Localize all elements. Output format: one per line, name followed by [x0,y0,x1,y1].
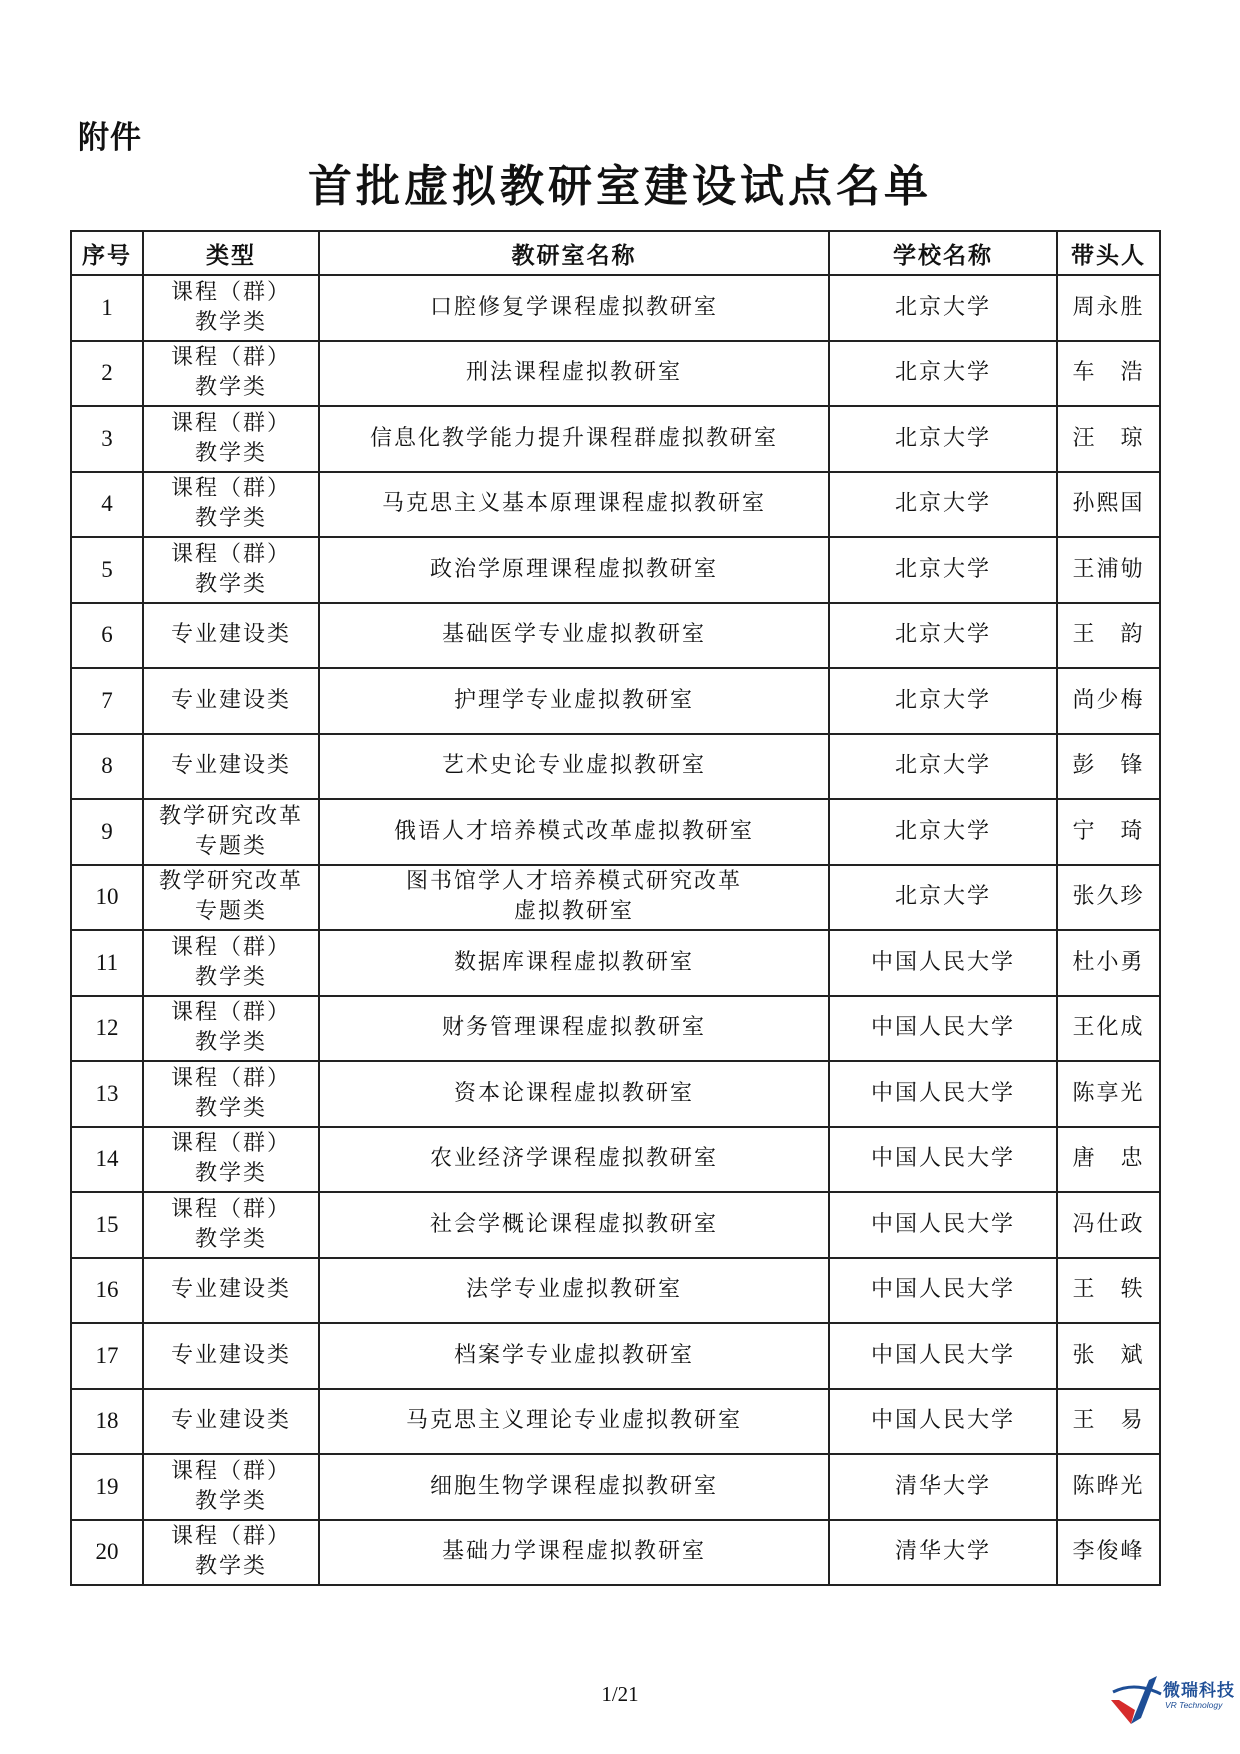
watermark-name: 微瑞科技 [1163,1681,1235,1701]
table-row [71,668,1160,734]
header-type: 类型 [143,231,319,275]
cell-leader: 汪 琼 [1057,406,1160,472]
cell-type [143,1258,319,1324]
cell-school: 北京大学 [829,537,1057,603]
cell-type [143,1520,319,1586]
cell-leader: 李俊峰 [1057,1520,1160,1586]
cell-type [143,1389,319,1455]
cell-school: 北京大学 [829,275,1057,341]
cell-type [143,537,319,603]
cell-type [143,1192,319,1258]
cell-school: 北京大学 [829,668,1057,734]
cell-type-line: 教学类 [194,1161,267,1187]
cell-type-line: 教学类 [194,1488,267,1514]
header-room-name: 教研室名称 [319,231,829,275]
cell-room-name [319,1061,829,1127]
cell-room-line: 护理学专业虚拟教研室 [453,687,694,713]
cell-type-line: 课程（群） [170,279,291,305]
cell-room-name [319,537,829,603]
cell-leader: 陈享光 [1057,1061,1160,1127]
cell-room-line: 艺术史论专业虚拟教研室 [441,753,706,779]
table-row [71,930,1160,996]
cell-room-name [319,1520,829,1586]
cell-leader: 车 浩 [1057,341,1160,407]
cell-type [143,1127,319,1193]
cell-type-line: 课程（群） [170,541,291,567]
cell-type-line: 课程（群） [170,476,291,502]
cell-index: 2 [71,341,143,407]
table-row [71,1520,1160,1586]
cell-school: 北京大学 [829,406,1057,472]
cell-type [143,275,319,341]
cell-index: 16 [71,1258,143,1324]
cell-room-line: 口腔修复学课程虚拟教研室 [429,294,718,320]
cell-type-line: 专业建设类 [170,1342,291,1368]
cell-room-name [319,668,829,734]
watermark-subtitle: VR Technology [1165,1700,1223,1710]
cell-leader: 冯仕政 [1057,1192,1160,1258]
table-row [71,472,1160,538]
vr-logo-icon [1105,1670,1165,1730]
cell-type-line: 专业建设类 [170,753,291,779]
cell-leader: 杜小勇 [1057,930,1160,996]
table-row [71,603,1160,669]
cell-type-line: 专业建设类 [170,622,291,648]
cell-index: 12 [71,996,143,1062]
cell-school: 北京大学 [829,734,1057,800]
cell-room-name [319,930,829,996]
table-row [71,865,1160,931]
cell-school: 北京大学 [829,799,1057,865]
cell-leader: 周永胜 [1057,275,1160,341]
cell-type-line: 课程（群） [170,410,291,436]
cell-room-name [319,1258,829,1324]
cell-type-line: 教学类 [194,1030,267,1056]
header-index: 序号 [71,231,143,275]
cell-room-line: 法学专业虚拟教研室 [465,1277,682,1303]
document-title: 首批虚拟教研室建设试点名单 [308,161,932,212]
cell-room-line: 财务管理课程虚拟教研室 [441,1015,706,1041]
cell-school: 中国人民大学 [829,1061,1057,1127]
cell-type-line: 课程（群） [170,1131,291,1157]
cell-school: 北京大学 [829,341,1057,407]
cell-room-line: 资本论课程虚拟教研室 [453,1080,694,1106]
cell-room-line: 基础医学专业虚拟教研室 [441,622,706,648]
attachment-label: 附件 [78,120,142,156]
cell-room-line: 虚拟教研室 [513,899,634,925]
cell-index: 8 [71,734,143,800]
cell-leader: 孙熙国 [1057,472,1160,538]
cell-room-name [319,996,829,1062]
cell-type-line: 课程（群） [170,1524,291,1550]
cell-school: 中国人民大学 [829,1192,1057,1258]
table-row [71,341,1160,407]
cell-index: 6 [71,603,143,669]
cell-type [143,799,319,865]
cell-type-line: 教学类 [194,1226,267,1252]
cell-room-line: 俄语人才培养模式改革虚拟教研室 [393,818,754,844]
cell-type [143,865,319,931]
cell-school: 中国人民大学 [829,996,1057,1062]
cell-room-line: 基础力学课程虚拟教研室 [441,1539,706,1565]
cell-type [143,996,319,1062]
cell-school: 北京大学 [829,865,1057,931]
cell-room-line: 信息化教学能力提升课程群虚拟教研室 [369,425,778,451]
cell-room-line: 图书馆学人才培养模式研究改革 [405,869,742,895]
cell-type-line: 专业建设类 [170,687,291,713]
watermark-logo [1105,1660,1235,1740]
cell-leader: 陈晔光 [1057,1454,1160,1520]
cell-type-line: 教学类 [194,1095,267,1121]
table-row [71,996,1160,1062]
cell-type-line: 教学研究改革 [158,803,303,829]
table-header-row [71,231,1160,275]
cell-school: 清华大学 [829,1454,1057,1520]
table-row [71,1389,1160,1455]
cell-leader: 尚少梅 [1057,668,1160,734]
cell-room-line: 马克思主义理论专业虚拟教研室 [405,1408,742,1434]
cell-index: 15 [71,1192,143,1258]
cell-room-name [319,1454,829,1520]
cell-room-name [319,865,829,931]
cell-index: 1 [71,275,143,341]
cell-type-line: 教学类 [194,309,267,335]
cell-school: 中国人民大学 [829,1323,1057,1389]
cell-room-line: 政治学原理课程虚拟教研室 [429,556,718,582]
cell-type-line: 课程（群） [170,1458,291,1484]
cell-index: 5 [71,537,143,603]
table-row [71,1192,1160,1258]
cell-type [143,1061,319,1127]
cell-type [143,406,319,472]
table-row [71,799,1160,865]
cell-type [143,668,319,734]
cell-type-line: 课程（群） [170,1196,291,1222]
cell-index: 3 [71,406,143,472]
cell-type-line: 专题类 [194,833,267,859]
cell-room-line: 马克思主义基本原理课程虚拟教研室 [381,491,766,517]
cell-index: 17 [71,1323,143,1389]
cell-school: 中国人民大学 [829,1389,1057,1455]
cell-room-name [319,472,829,538]
table-row [71,1127,1160,1193]
table-row [71,1061,1160,1127]
cell-school: 清华大学 [829,1520,1057,1586]
cell-leader: 王 韵 [1057,603,1160,669]
cell-type-line: 专业建设类 [170,1408,291,1434]
cell-type [143,734,319,800]
cell-leader: 王化成 [1057,996,1160,1062]
cell-room-line: 社会学概论课程虚拟教研室 [429,1211,718,1237]
cell-room-name [319,799,829,865]
cell-room-line: 刑法课程虚拟教研室 [465,360,682,386]
cell-index: 4 [71,472,143,538]
cell-school: 中国人民大学 [829,1127,1057,1193]
cell-index: 13 [71,1061,143,1127]
cell-room-line: 数据库课程虚拟教研室 [453,949,694,975]
cell-room-name [319,341,829,407]
cell-type-line: 教学类 [194,964,267,990]
cell-type-line: 课程（群） [170,345,291,371]
table-body [71,275,1160,1585]
header-leader: 带头人 [1057,231,1160,275]
cell-index: 19 [71,1454,143,1520]
cell-leader: 彭 锋 [1057,734,1160,800]
cell-type-line: 课程（群） [170,934,291,960]
cell-room-name [319,734,829,800]
cell-index: 7 [71,668,143,734]
cell-leader: 王 轶 [1057,1258,1160,1324]
cell-room-name [319,1389,829,1455]
table-row [71,275,1160,341]
cell-room-name [319,1192,829,1258]
table-row [71,1258,1160,1324]
table-row [71,406,1160,472]
page-number: 1/21 [601,1682,639,1706]
cell-type-line: 教学类 [194,506,267,532]
cell-type-line: 教学类 [194,440,267,466]
cell-index: 9 [71,799,143,865]
cell-type-line: 教学类 [194,571,267,597]
cell-index: 18 [71,1389,143,1455]
cell-index: 10 [71,865,143,931]
table-row [71,1454,1160,1520]
cell-room-name [319,1127,829,1193]
cell-type-line: 教学研究改革 [158,869,303,895]
cell-leader: 王 易 [1057,1389,1160,1455]
table-row [71,1323,1160,1389]
cell-type [143,472,319,538]
cell-type-line: 教学类 [194,1554,267,1580]
cell-index: 14 [71,1127,143,1193]
cell-room-name [319,1323,829,1389]
cell-room-line: 农业经济学课程虚拟教研室 [429,1146,718,1172]
cell-type-line: 专业建设类 [170,1277,291,1303]
cell-room-name [319,406,829,472]
cell-leader: 唐 忠 [1057,1127,1160,1193]
cell-room-line: 细胞生物学课程虚拟教研室 [429,1473,718,1499]
cell-school: 北京大学 [829,472,1057,538]
cell-type [143,930,319,996]
cell-room-name [319,275,829,341]
cell-type-line: 课程（群） [170,1065,291,1091]
cell-room-line: 档案学专业虚拟教研室 [453,1342,694,1368]
cell-type [143,603,319,669]
cell-room-name [319,603,829,669]
cell-type [143,341,319,407]
cell-school: 中国人民大学 [829,1258,1057,1324]
cell-index: 11 [71,930,143,996]
cell-type [143,1323,319,1389]
cell-type [143,1454,319,1520]
pilot-list-table [70,230,1161,1586]
header-school: 学校名称 [829,231,1057,275]
cell-type-line: 教学类 [194,375,267,401]
cell-index: 20 [71,1520,143,1586]
cell-leader: 宁 琦 [1057,799,1160,865]
cell-leader: 张久珍 [1057,865,1160,931]
cell-type-line: 专题类 [194,899,267,925]
cell-leader: 张 斌 [1057,1323,1160,1389]
cell-type-line: 课程（群） [170,1000,291,1026]
cell-school: 北京大学 [829,603,1057,669]
table-row [71,734,1160,800]
cell-school: 中国人民大学 [829,930,1057,996]
cell-leader: 王浦劬 [1057,537,1160,603]
table-row [71,537,1160,603]
